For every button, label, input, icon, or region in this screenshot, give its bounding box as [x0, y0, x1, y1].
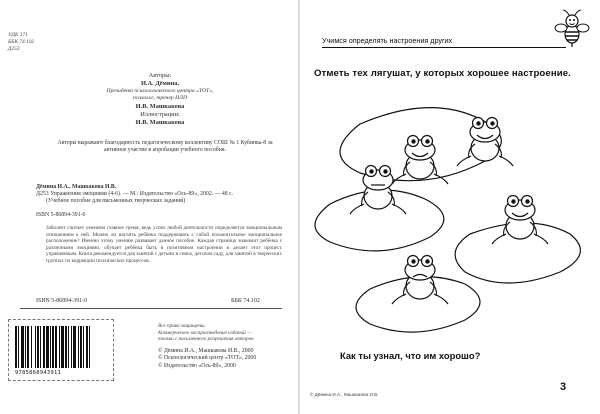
rights-line-3: только с письменного разрешения авторов	[158, 336, 254, 343]
illustrations-label: Иллюстрации:	[140, 110, 180, 118]
annotation-text: Заболеет считает умением главное тремя, ведь успех любой деятельности определяется эмоциональным отношением к ней. Можно ли научить ребёнка поддерживать с собой положительное эмоциональное расположение? Именно этому умению развивает данное пособие. Каждая страница знакомит ребёнка с различными эмоциями, обучает ребёнка быть в позитивном настроении и делает этот процесс управляемым. Книга рекомендуется для занятий с детьми в семье, детском саду, для занятий в творческих группах по коррекции психических процессов.	[46, 225, 282, 264]
bibliographic-record	[36, 184, 286, 206]
illustrator-name: И.В. Машкакова	[135, 118, 185, 126]
footer-credit: © Дёмина И.А., Машкакова И.В.	[310, 392, 379, 397]
barcode-number: 9785868943911	[15, 370, 62, 376]
follow-up-question: Как ты узнал, что им хорошо?	[340, 350, 481, 361]
page-number: 3	[560, 381, 567, 393]
divider-line	[20, 308, 282, 309]
authors-block	[60, 72, 260, 127]
barcode-bars-icon	[15, 326, 109, 368]
right-page-exercise	[300, 0, 600, 414]
barcode	[8, 319, 114, 381]
copyright-block	[158, 348, 293, 370]
biblio-authors: Дёмина И.А., Машкакова И.В.	[36, 184, 117, 190]
udk-block	[8, 32, 34, 53]
left-page-imprint	[0, 0, 298, 414]
acknowledgements: Авторы выражают благодарность педагогическому коллективу СОШ № 1 Кубинка-8 за активное участие в апробации учебного пособия.	[57, 140, 273, 154]
header-rule	[322, 47, 566, 48]
copyright-line-2: © Психологический центр «ТОТ», 2000	[158, 355, 257, 362]
rights-line-2: Коммерческое воспроизведение изданий —	[158, 329, 252, 336]
bbk-code: ББК 74.102	[8, 39, 35, 45]
isbn-top: ISBN 5-86894-391-0	[36, 212, 86, 218]
isbn-bottom: ISBN 5-86894-391-0	[36, 298, 88, 304]
author-1-name: И.А. Дёмина,	[140, 79, 180, 87]
author-1-role-2: психолог, тренер НЛП	[132, 95, 187, 102]
frog-4-happy[interactable]	[492, 196, 548, 245]
copyright-line-1: © Дёмина И.А., Машкакова И.В., 2000	[158, 348, 254, 354]
authors-label: Авторы:	[148, 72, 172, 79]
biblio-title: Д253 Упражнения эмоциями (4-6). — М.: Издательство «Ось-89», 2002. — 48 с.	[36, 191, 234, 198]
rights-line-1: Все права защищены.	[158, 323, 206, 329]
bbk-bottom: ББК 74.102	[231, 298, 260, 304]
task-instruction: Отметь тех лягушат, у которых хорошее настроение.	[314, 68, 571, 79]
author-mark: Д253	[8, 46, 20, 52]
author-1-role: Президент психологического центра «ТОТ»,	[106, 87, 214, 94]
bee-mascot-icon	[550, 6, 594, 50]
frogs-illustration	[300, 84, 600, 342]
author-2-name: И.В. Машкакова	[135, 103, 185, 111]
biblio-subtitle: (Учебное пособие для письменных творческих заданий)	[46, 198, 186, 205]
udk-code: УДК 371	[8, 32, 28, 38]
rights-notice	[158, 323, 293, 343]
copyright-line-3: © Издательство «Ось-89», 2000	[158, 362, 236, 369]
section-header: Учимся определять настроения других	[322, 36, 453, 45]
